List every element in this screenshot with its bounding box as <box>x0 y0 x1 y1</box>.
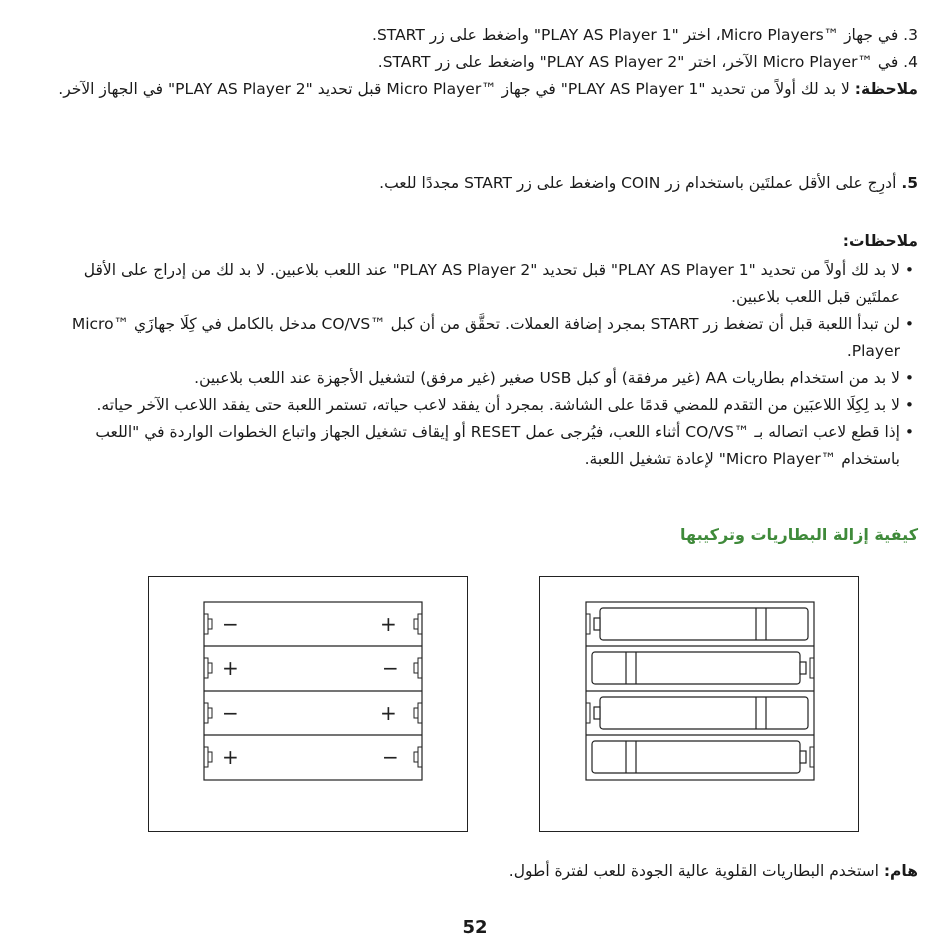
step-3: 3. في جهاز ™Micro Players، اختر "PLAY AS Player 1" واضغط على زر START. <box>372 26 918 44</box>
list-item: • إذا قطع لاعب اتصاله بـ ™CO/VS أثناء اللعب، فيُرجى عمل RESET أو إيقاف تشغيل الجهاز واتباع الخطوات الواردة في "اللعب باستخدام ™Micro Player" لإعادة تشغيل اللعبة. <box>40 419 900 473</box>
compartment-polarity-diagram <box>149 577 466 830</box>
battery-compartment-empty-figure <box>148 576 468 832</box>
important-label: هام: <box>883 862 918 880</box>
note-text: لا بد لك أولاً من تحديد "PLAY AS Player 1" في جهاز ™Micro Player قبل تحديد "PLAY AS Player 2" في الجهاز الآخر. <box>58 80 855 98</box>
list-item: • لن تبدأ اللعبة قبل أن تضغط زر START بمجرد إضافة العملات. تحقَّق من أن كبل ™CO/VS مدخل بالكامل في كِلَا جهازَي ™Micro Player. <box>40 311 900 365</box>
polarity-left-3: − <box>222 701 239 725</box>
polarity-left-2: + <box>222 656 239 680</box>
important-text: استخدم البطاريات القلوية عالية الجودة للعب لفترة أطول. <box>508 862 884 880</box>
step-4: 4. في ™Micro Player الآخر، اختر "PLAY AS Player 2" واضغط على زر START. <box>377 53 918 71</box>
note-label: ملاحظة: <box>854 80 918 98</box>
polarity-right-4: − <box>382 745 399 769</box>
polarity-right-3: + <box>380 701 397 725</box>
page-number: 52 <box>462 917 488 938</box>
battery-1 <box>594 608 808 640</box>
notes-heading: ملاحظات: <box>842 232 918 250</box>
list-item: • لا بد لك أولاً من تحديد "PLAY AS Player 1" قبل تحديد "PLAY AS Player 2" عند اللعب بلاعبين. لا بد لك من إدراج على الأقل عملتَين قبل اللعب بلاعبين. <box>40 257 900 311</box>
polarity-right-1: + <box>380 612 397 636</box>
battery-2 <box>592 652 806 684</box>
battery-3 <box>594 697 808 729</box>
step-5 <box>40 170 918 197</box>
battery-4 <box>592 741 806 773</box>
installed-batteries-diagram <box>540 577 857 830</box>
notes-list <box>40 257 918 473</box>
step-5-text: أدرِج على الأقل عملتَين باستخدام زر COIN واضغط على زر START مجددًا للعب. <box>379 174 902 192</box>
step-5-number: 5. <box>901 174 918 192</box>
polarity-right-2: − <box>382 656 399 680</box>
battery-section-heading: كيفية إزالة البطاريات وتركيبها <box>680 525 918 544</box>
battery-compartment-installed-figure <box>539 576 859 832</box>
note <box>40 76 918 103</box>
list-item: • لا بد من استخدام بطاريات AA (غير مرفقة) أو كبل USB صغير (غير مرفق) لتشغيل الأجهزة عند اللعب بلاعبين. <box>40 365 900 392</box>
list-item: • لا بد لِكِلَا اللاعبَين من التقدم للمضي قدمًا على الشاشة. بمجرد أن يفقد لاعب حياته، تستمر اللعبة حتى يفقد اللاعب الآخر حياته. <box>40 392 900 419</box>
polarity-left-4: + <box>222 745 239 769</box>
polarity-left-1: − <box>222 612 239 636</box>
important-note <box>509 862 918 880</box>
